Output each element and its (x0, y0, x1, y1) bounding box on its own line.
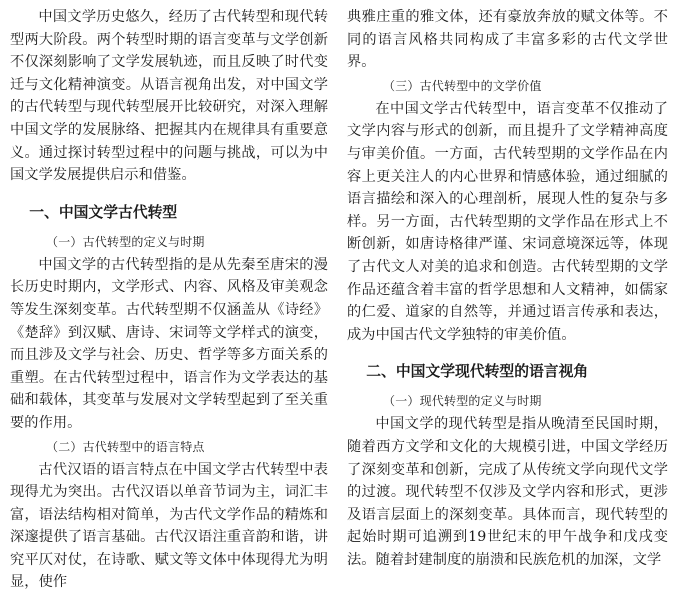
section-heading-modern-transformation: 二、中国文学现代转型的语言视角 (347, 360, 668, 384)
subheading-modern-definition: （一）现代转型的定义与时期 (347, 390, 668, 413)
left-column (10, 6, 328, 594)
section-heading-ancient-transformation: 一、中国文学古代转型 (10, 201, 328, 225)
subheading-ancient-literary-value: （三）古代转型中的文学价值 (347, 75, 668, 98)
paragraph-ancient-language-features: 古代汉语的语言特点在中国文学古代转型中表现得尤为突出。古代汉语以单音节词为主，词汇丰富，语法结构相对简单，为古代文学作品的精炼和深邃提供了语言基础。古代汉语注重音韵和谐，讲究平仄对仗，在诗歌、赋文等文体中体现得尤为明显，使作 (10, 459, 328, 594)
right-column (347, 6, 668, 571)
continuation-paragraph: 典雅庄重的雅文体，还有豪放奔放的赋文体等。不同的语言风格共同构成了丰富多彩的古代文学世界。 (347, 6, 668, 74)
paragraph-modern-definition: 中国文学的现代转型是指从晚清至民国时期，随着西方文学和文化的大规模引进，中国文学经历了深刻变革和创新，完成了从传统文学向现代文学的过渡。现代转型不仅涉及文学内容和形式，更涉及语言层面上的深刻变革。具体而言，现代转型的起始时期可追溯到19世纪末的甲午战争和戊戌变法。随着封建制度的崩溃和民族危机的加深，文学 (347, 413, 668, 571)
subheading-ancient-language-features: （二）古代转型中的语言特点 (10, 436, 328, 459)
paragraph-ancient-literary-value: 在中国文学古代转型中，语言变革不仅推动了文学内容与形式的创新，而且提升了文学精神高度与审美价值。一方面，古代转型期的文学作品在内容上更关注人的内心世界和情感体验，通过细腻的语言描绘和深入的心理剖析，展现人性的复杂与多样。另一方面，古代转型期的文学作品在形式上不断创新，如唐诗格律严谨、宋词意境深远等，体现了古代文人对美的追求和创造。古代转型期的文学作品还蕴含着丰富的哲学思想和人文精神，如儒家的仁爱、道家的自然等，并通过语言传承和表达，成为中国古代文学独特的审美价值。 (347, 98, 668, 347)
paragraph-ancient-definition: 中国文学的古代转型指的是从先秦至唐宋的漫长历史时期内，文学形式、内容、风格及审美观念等发生深刻变革。古代转型期不仅涵盖从《诗经》《楚辞》到汉赋、唐诗、宋词等文学样式的演变，而且涉及文学与社会、历史、哲学等多方面关系的重塑。在古代转型过程中，语言作为文学表达的基础和载体，其变革与发展对文学转型起到了至关重要的作用。 (10, 254, 328, 435)
intro-paragraph: 中国文学历史悠久，经历了古代转型和现代转型两大阶段。两个转型时期的语言变革与文学创新不仅深刻影响了文学发展轨迹，而且反映了时代变迁与文化精神演变。从语言视角出发，对中国文学的古代转型与现代转型展开比较研究，对深入理解中国文学的发展脉络、把握其内在规律具有重要意义。通过探讨转型过程中的问题与挑战，可以为中国文学发展提供启示和借鉴。 (10, 6, 328, 187)
subheading-ancient-definition: （一）古代转型的定义与时期 (10, 231, 328, 254)
